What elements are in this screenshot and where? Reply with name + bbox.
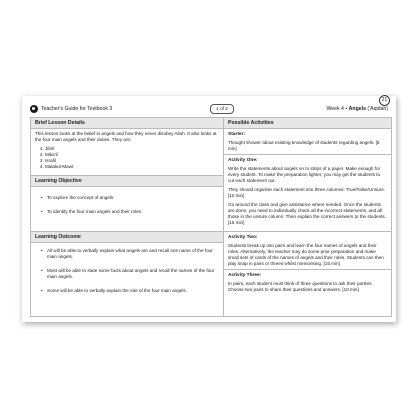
week-label [326,106,388,112]
brief-lesson-body [31,129,223,172]
activity-three-heading: Activity Three: [224,269,391,279]
left-column [31,118,224,316]
week-suffix: ('Aqidah) [365,106,388,112]
angels-list [45,146,219,170]
list-item: • Most will be able to state some facts about angels and recall the names of the four main angels. [41,268,219,280]
starter-heading: Starter: [228,132,246,137]
learning-objective-heading: Learning Objective [31,175,223,187]
learning-outcome-body [31,243,223,304]
learning-outcome-heading: Learning Outcome [31,231,223,243]
objectives-list [41,195,219,215]
activity-two-text: Students break up into pairs and learn the four names of angels and their roles. Alternatively, the teacher may do some prior preparation and make small sets of cards of the names of angels and their roles. Students can then play snap in pairs or threes whilst memorising. [15 min] [228,243,384,266]
list-item: 2. Mika'il [45,152,219,158]
activity-one-heading: Activity One: [224,154,391,164]
list-item: 4. Malakul-Mawt [45,164,219,170]
list-item: • To explore the concept of angels [41,195,219,201]
publisher-logo-icon [30,105,38,113]
page-header [30,97,390,115]
starter-text: Thought shower about existing knowledge of students regarding angels. [5 min] [228,140,380,151]
guide-title: Teacher's Guide for Textbook 3 [41,106,113,112]
activity-three-text: In pairs, each student must think of three questions to ask their partner. Choose two pairs to share their questions and answers. [10 min] [228,281,373,292]
activity-one-paragraph: They should organise each statement into three columns: True/False/Unsure. [10 min] [228,187,386,198]
page-indicator: 1 of 2 [210,104,234,114]
activity-two-heading: Activity Two: [224,231,391,241]
lesson-table [30,117,392,317]
list-item: 3. Israfil [45,158,219,164]
outcomes-list [41,248,219,294]
list-item: 1. Jibril [45,146,219,152]
brief-lesson-text: This lesson looks at the belief in angels and how they never disobey Allah. It also looks at the four main angels and their duties. They are: [35,131,217,142]
page-number: 21 [379,95,390,106]
activity-one-body [224,164,391,231]
list-item: • Some will be able to verbally explain the role of the four main angels. [41,288,219,294]
week-topic: Angels [348,106,366,112]
possible-activities-heading: Possible Activities [224,118,391,129]
week-prefix: Week 4 • [326,106,349,112]
document-page [22,96,396,322]
activity-one-paragraph: Write the statements about angels on to strips of a paper. Make enough for every student. To make the preparation lighter, you may get the students to cut each statement out. [228,166,381,183]
list-item: • To identify the four main angels and their roles. [41,209,219,215]
learning-objective-body [31,187,223,225]
right-column [224,118,391,316]
activity-one-paragraph: Go around the class and give assistance where needed. Once the students are done, you need to individually check all the incorrect statements, and all those in the unsure column. Then explain the correct answers to the students. [15 min] [228,202,386,225]
list-item: • All will be able to verbally explain what angels are and recall one name of the four main angels. [41,248,219,260]
brief-lesson-heading: Brief Lesson Details [31,118,223,129]
